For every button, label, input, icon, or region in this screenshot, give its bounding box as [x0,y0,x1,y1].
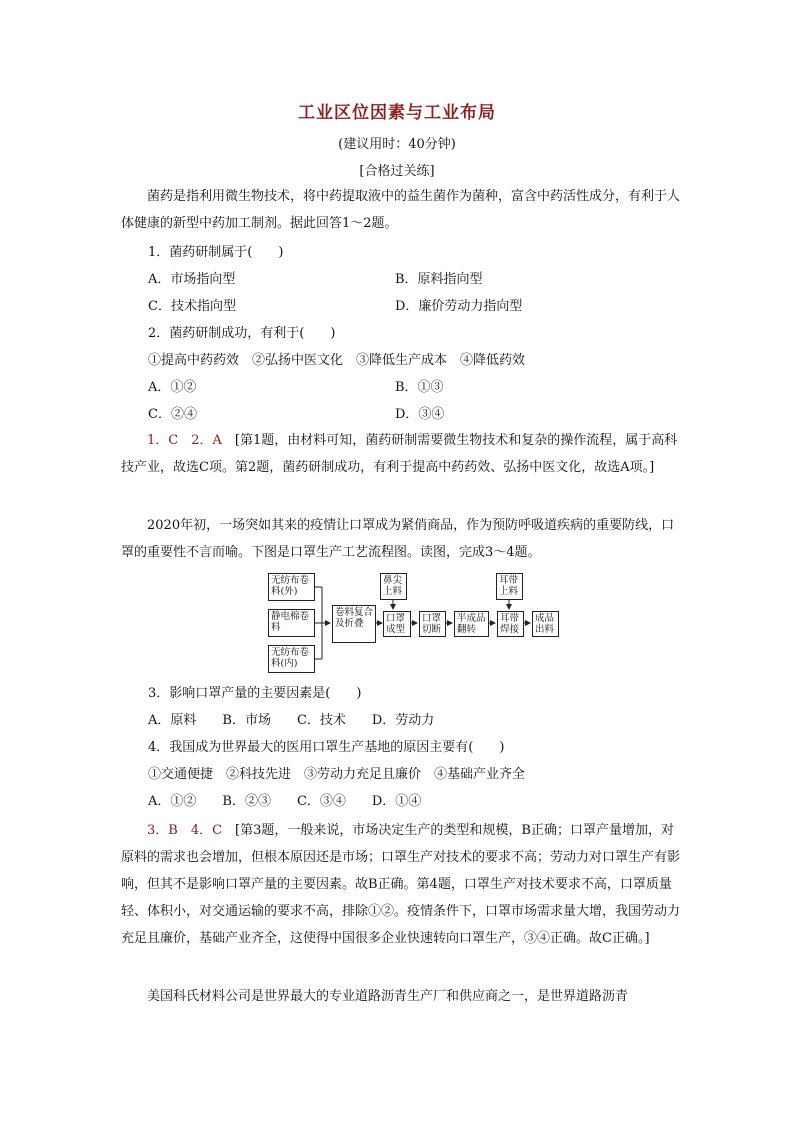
page-title: 工业区位因素与工业布局 [298,103,496,123]
question-1-option-b: B．原料指向型 [395,272,483,287]
question-4-items: ①交通便捷 ②科技先进 ③劳动力充足且廉价 ④基础产业齐全 [148,767,526,782]
question-2-option-a: A．①② [148,380,197,395]
answer-1-2-text: [第1题，由材料可知，菌药研制需要微生物技术和复杂的操作流程，属于高科技产业，故选C项。第2题，菌药研制成功，有利于提高中药药效、弘扬中医文化，故选A项。] [121,433,678,475]
flow-step-fold: 卷料复合及折叠 [332,605,376,643]
flow-step-nonwoven-inner: 无纺布卷料(内) [268,645,315,673]
flow-step-mask-cutting: 口罩切断 [419,611,446,637]
question-4-options: A．①② B．②③ C．③④ D．①④ [148,794,422,809]
flow-step-ear-loop-weld: 耳带焊接 [497,611,524,637]
question-3-stem: 3．影响口罩产量的主要因素是( ) [148,686,362,701]
question-1-option-d: D．廉价劳动力指向型 [395,299,523,314]
answer-3-4-text: [第3题，一般来说，市场决定生产的类型和规模，B正确；口罩产量增加，对原料的需求也会增加，但根本原因还是市场；口罩生产对技术的要求不高；劳动力对口罩生产有影响，但其不是影响口罩产量的主要因素。故B正确。第4题，口罩生产对技术要求不高，口罩质量轻、体积小，对交通运输的要求不高，排除①②。疫情条件下，口罩市场需求量大增，我国劳动力充足且廉价，基础产业齐全，这使得中国很多企业快速转向口罩生产，③④正确。故C正确。] [121,823,681,946]
mask-production-flowchart [262,571,562,675]
question-2-option-c: C．②④ [148,407,197,422]
time-note: (建议用时：40分钟) [338,137,456,152]
intro-paragraph-2: 2020年初，一场突如其来的疫情让口罩成为紧俏商品，作为预防呼吸道疾病的重要防线，口罩的重要性不言而喻。下图是口罩生产工艺流程图。读图，完成3～4题。 [121,518,675,560]
intro-paragraph-3: 美国科氏材料公司是世界最大的专业道路沥青生产厂和供应商之一，是世界道路沥青 [147,989,629,1004]
flow-step-nose-wire: 鼻尖上料 [380,573,407,600]
question-1-option-a: A．市场指向型 [148,272,236,287]
question-3-options: A．原料 B．市场 C．技术 D．劳动力 [148,713,435,728]
flow-step-nonwoven-outer: 无纺布卷料(外) [268,573,315,601]
question-1-stem: 1．菌药研制属于( ) [148,245,284,260]
question-2-option-d: D．③④ [395,407,445,422]
question-1-option-c: C．技术指向型 [148,299,236,314]
flow-step-semi-flip: 半成品翻转 [454,611,489,637]
question-2-items: ①提高中药药效 ②弘扬中医文化 ③降低生产成本 ④降低药效 [148,353,526,368]
flow-step-ear-loop-feed: 耳带上料 [496,573,523,600]
answer-1-2-key: 1．C 2．A [147,433,222,448]
answer-3-4-key: 3．B 4．C [147,823,223,838]
flow-step-electrostatic-cotton: 静电棉卷料 [268,609,315,637]
answer-1-2 [121,427,681,481]
section-heading: [合格过关练] [359,164,435,179]
flow-step-output: 成品出料 [532,611,559,637]
question-2-option-b: B．①③ [395,380,444,395]
answer-3-4 [121,817,681,952]
question-2-stem: 2．菌药研制成功，有利于( ) [148,326,336,341]
question-4-stem: 4．我国成为世界最大的医用口罩生产基地的原因主要有( ) [148,740,505,755]
flow-step-mask-forming: 口罩成型 [383,611,411,637]
intro-paragraph-1: 菌药是指利用微生物技术，将中药提取液中的益生菌作为菌种，富含中药活性成分，有利于人体健康的新型中药加工制剂。据此回答1～2题。 [121,189,681,231]
